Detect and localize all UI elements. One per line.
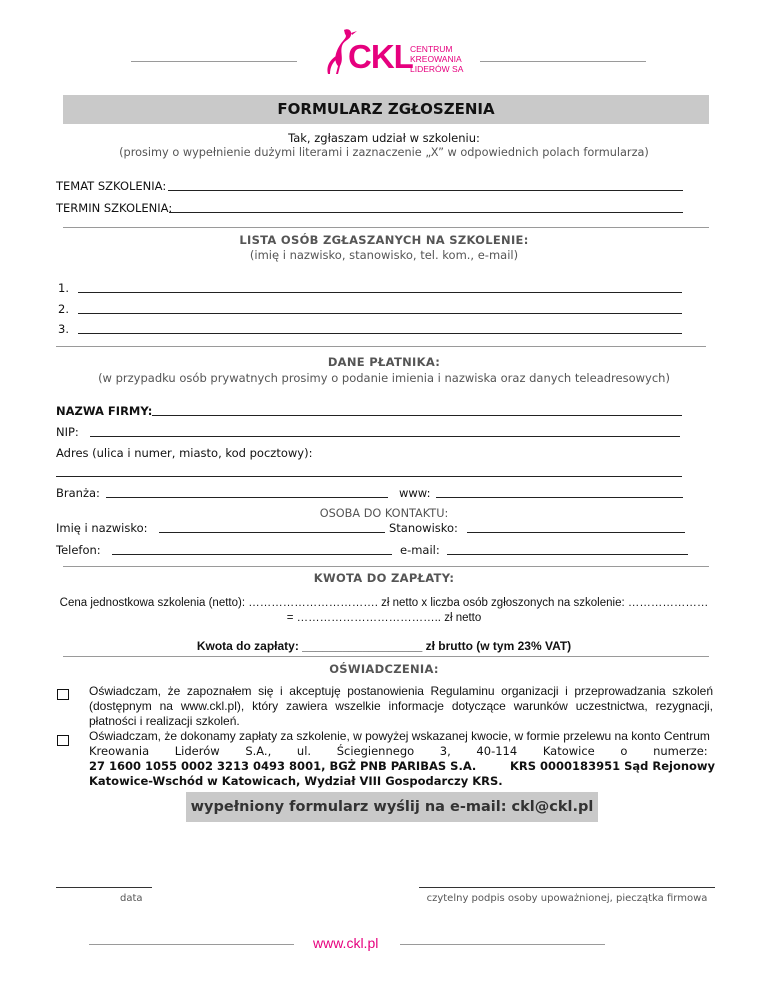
ckl-logo — [318, 26, 468, 80]
address-label: Adres (ulica i numer, miasto, kod pocztowy): — [56, 446, 313, 460]
contact-name-label: Imię i nazwisko: — [56, 521, 148, 535]
footer-rule-left — [89, 944, 294, 945]
payment-line2: = ……………………………….. zł netto — [286, 612, 482, 624]
sign-caption: czytelny podpis osoby upoważnionej, pieczątka firmowa — [426, 893, 708, 904]
sign-signature-line — [419, 887, 715, 888]
statement-2-line1: Oświadczam, że dokonamy zapłaty za szkolenie, w powyżej wskazanej kwocie, w formie przelewu na konto Centrum — [89, 729, 710, 743]
address-field[interactable] — [56, 476, 682, 477]
logo-line3: LIDERÓW SA — [410, 64, 464, 74]
footer-rule-right — [400, 944, 605, 945]
contact-email-field[interactable] — [447, 554, 688, 555]
statement-2-line2: Kreowania Liderów S.A., ul. Ściegiennego 3, 40-114 Katowice o numerze: — [89, 744, 708, 758]
payment-heading: KWOTA DO ZAPŁATY: — [313, 571, 455, 585]
industry-label: Branża: — [56, 486, 100, 500]
statements-heading: OŚWIADCZENIA: — [329, 662, 439, 676]
industry-field[interactable] — [106, 497, 388, 498]
divider-4 — [63, 656, 709, 657]
attendee-row-1-field[interactable] — [78, 292, 682, 293]
statement-1-text: Oświadczam, że zapoznałem się i akceptuję postanowienia Regulaminu organizacji i przeprowadzania szkoleń (dostępnym na www.ckl.pl), który zawiera wszelkie informacje dotyczące warunków uczestnictwa, rezygnacji, płatności i realizacji szkoleń. — [89, 684, 713, 728]
intro-line1: Tak, zgłaszam udział w szkoleniu: — [288, 131, 480, 145]
nip-field[interactable] — [90, 436, 680, 437]
logo-line2: KREOWANIA — [410, 54, 462, 64]
date-field[interactable] — [169, 212, 683, 213]
contact-heading: OSOBA DO KONTAKTU: — [319, 507, 449, 520]
logo-letters: CKL — [348, 38, 413, 75]
email-cta-text: wypełniony formularz wyślij na e-mail: ckl@ckl.pl — [190, 799, 594, 815]
payment-total: Kwota do zapłaty: __________________ zł brutto (w tym 23% VAT) — [196, 639, 572, 653]
statement-2-account: 27 1600 1055 0002 3213 0493 8001, BGŻ PNB PARIBAS S.A. — [89, 759, 477, 773]
divider-2 — [56, 346, 706, 347]
attendee-row-2-label: 2. — [58, 302, 69, 316]
statement-2-checkbox[interactable] — [57, 735, 69, 746]
intro-line2: (prosimy o wypełnienie dużymi literami i zaznaczenie „X” w odpowiednich polach formularza) — [119, 146, 649, 159]
attendees-subheading: (imię i nazwisko, stanowisko, tel. kom., e-mail) — [249, 248, 519, 262]
contact-position-field[interactable] — [467, 532, 685, 533]
footer-url[interactable]: www.ckl.pl — [313, 935, 379, 951]
page-title: FORMULARZ ZGŁOSZENIA — [277, 100, 495, 118]
contact-name-field[interactable] — [159, 532, 385, 533]
logo-line1: CENTRUM — [410, 44, 453, 54]
header-rule-left — [131, 61, 297, 62]
nip-label: NIP: — [56, 425, 79, 439]
contact-phone-field[interactable] — [112, 554, 392, 555]
payer-subheading: (w przypadku osób prywatnych prosimy o podanie imienia i nazwiska oraz danych teleadresowych) — [98, 371, 670, 385]
date-caption: data — [120, 893, 143, 904]
attendee-row-3-label: 3. — [58, 322, 69, 336]
divider-1 — [63, 227, 709, 228]
header-rule-right — [480, 61, 646, 62]
payment-line1: Cena jednostkowa szkolenia (netto): ……………………………. zł netto x liczba osób zgłoszonych na szkolenie: ………………… — [59, 597, 709, 609]
company-label: NAZWA FIRMY: — [56, 404, 153, 418]
date-label: TERMIN SZKOLENIA: — [56, 201, 173, 215]
payer-heading: DANE PŁATNIKA: — [327, 355, 441, 369]
divider-3 — [63, 566, 709, 567]
attendee-row-3-field[interactable] — [78, 333, 682, 334]
contact-phone-label: Telefon: — [56, 543, 101, 557]
www-field[interactable] — [436, 497, 683, 498]
contact-position-label: Stanowisko: — [389, 521, 458, 535]
company-field[interactable] — [152, 415, 682, 416]
title-bar — [63, 95, 709, 124]
topic-field[interactable] — [168, 190, 683, 191]
attendee-row-2-field[interactable] — [78, 313, 682, 314]
contact-email-label: e-mail: — [400, 543, 440, 557]
statement-2-court: Katowice-Wschód w Katowicach, Wydział VIII Gospodarczy KRS. — [89, 774, 503, 788]
attendees-heading: LISTA OSÓB ZGŁASZANYCH NA SZKOLENIE: — [239, 233, 529, 247]
statement-1-checkbox[interactable] — [57, 689, 69, 700]
date-signature-line — [56, 887, 152, 888]
attendee-row-1-label: 1. — [58, 281, 69, 295]
email-cta-box — [186, 792, 598, 822]
topic-label: TEMAT SZKOLENIA: — [56, 179, 167, 193]
statement-2-krs: KRS 0000183951 Sąd Rejonowy — [510, 759, 716, 773]
www-label: www: — [399, 486, 431, 500]
